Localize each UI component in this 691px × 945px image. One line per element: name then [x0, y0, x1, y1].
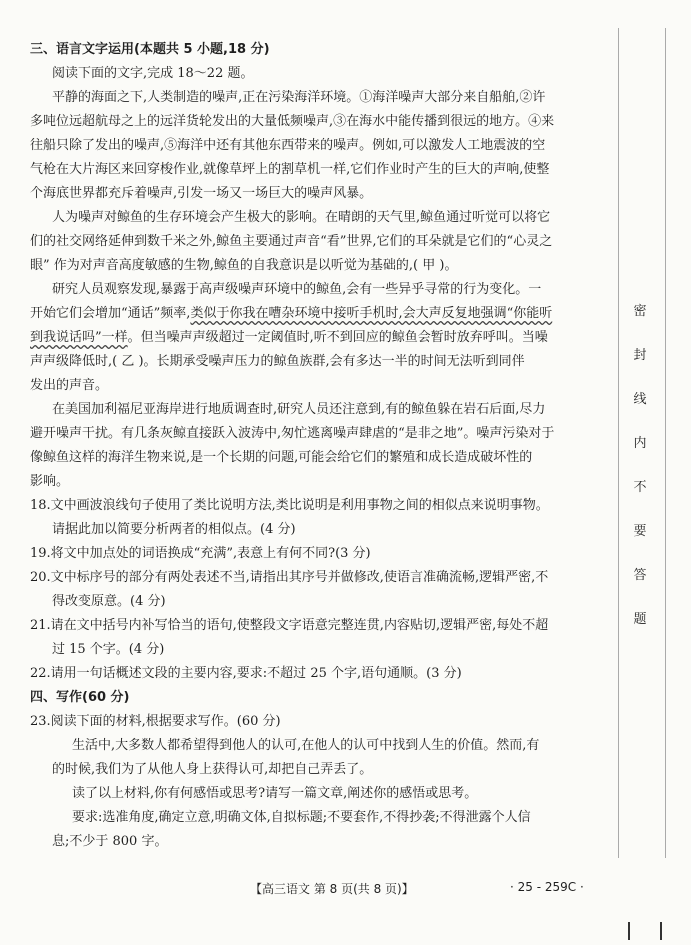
question-18-cont: 请据此加以简要分析两者的相似点。(4 分)	[52, 522, 296, 537]
passage-line: 气枪在大片海区来回穿梭作业,就像草坪上的割草机一样,它们作业时产生的巨大的声响,使整	[30, 162, 550, 177]
footer-code: · 25 - 259C ·	[510, 880, 584, 894]
binding-char: 线	[633, 392, 647, 407]
passage-line: 平静的海面之下,人类制造的噪声,正在污染海洋环境。①海洋噪声大部分来自船舶,②许	[52, 90, 546, 105]
section4-title: 四、写作(60 分)	[30, 690, 130, 705]
passage-line: 多吨位远超航母之上的远洋货轮发出的大量低频噪声,③在海水中能传播到很远的地方。④来	[30, 114, 555, 129]
passage-line: 像鲸鱼这样的海洋生物来说,是一个长期的问题,可能会给它们的繁殖和成长造成破坏性的	[30, 450, 533, 465]
question-18: 18.文中画波浪线句子使用了类比说明方法,类比说明是利用事物之间的相似点来说明事物。	[30, 498, 549, 513]
passage-line: 在美国加利福尼亚海岸进行地质调查时,研究人员还注意到,有的鲸鱼躲在岩石后面,尽力	[52, 402, 546, 417]
passage-line: 人为噪声对鲸鱼的生存环境会产生极大的影响。在晴朗的天气里,鲸鱼通过听觉可以将它	[52, 210, 551, 225]
passage-line: 影响。	[30, 474, 70, 489]
passage-line	[30, 302, 605, 326]
passage-text: 开始它们会增加“通话”频率,	[30, 306, 191, 321]
questions	[30, 494, 605, 686]
question-21: 21.请在文中括号内补写恰当的语句,使整段文字语意完整连贯,内容贴切,逻辑严密,每处不超	[30, 618, 549, 633]
question-20-cont: 得改变原意。(4 分)	[52, 594, 166, 609]
passage-line: 发出的声音。	[30, 378, 109, 393]
passage-line: 们的社交网络延伸到数千米之外,鲸鱼主要通过声音“看”世界,它们的耳朵就是它们的“心灵之	[30, 234, 553, 249]
question-21-cont: 过 15 个字。(4 分)	[52, 642, 165, 657]
requirements-line: 息;不少于 800 字。	[52, 834, 168, 849]
page-content	[30, 38, 605, 854]
passage-line	[30, 326, 605, 350]
passage-line: 眼” 作为对声音高度敏感的生物,鲸鱼的自我意识是以听觉为基础的,( 甲 )。	[30, 258, 458, 273]
binding-char: 不	[633, 480, 647, 495]
binding-char: 内	[633, 436, 647, 451]
passage-line: 避开噪声干扰。有几条灰鲸直接跃入波涛中,匆忙逃离噪声肆虐的“是非之地”。噪声污染对于	[30, 426, 555, 441]
passage-line: 个海底世界都充斥着噪声,引发一场又一场巨大的噪声风暴。	[30, 186, 373, 201]
passage-line: 声声级降低时,( 乙 )。长期承受噪声压力的鲸鱼族群,会有多达一半的时间无法听到同伴	[30, 354, 525, 369]
binding-char: 题	[633, 612, 647, 627]
material-line: 生活中,大多数人都希望得到他人的认可,在他人的认可中找到人生的价值。然而,有	[72, 738, 540, 753]
question-23: 23.阅读下面的材料,根据要求写作。(60 分)	[30, 714, 281, 729]
passage	[30, 86, 605, 494]
question-19: 19.将文中加点处的词语换成“充满”,表意上有何不同?(3 分)	[30, 546, 371, 561]
writing-prompt: 读了以上材料,你有何感悟或思考?请写一篇文章,阐述你的感悟或思考。	[72, 786, 478, 801]
binding-char: 封	[633, 348, 647, 363]
material-line: 的时候,我们为了从他人身上获得认可,却把自己弄丢了。	[52, 762, 373, 777]
question-22: 22.请用一句话概述文段的主要内容,要求:不超过 25 个字,语句通顺。(3 分)	[30, 666, 462, 681]
wavy-underlined-sentence: 类似于你我在嘈杂环境中接听手机时,会大声反复地强调“你能听	[190, 306, 553, 321]
wavy-underlined-sentence-end: 到我说话吗”一样	[30, 330, 128, 345]
question-20: 20.文中标序号的部分有两处表述不当,请指出其序号并做修改,使语言准确流畅,逻辑严密,不	[30, 570, 549, 585]
footer-page-info: 【高三语文 第 8 页(共 8 页)】	[250, 882, 414, 896]
passage-text: 。但当噪声声级超过一定阈值时,听不到回应的鲸鱼会暂时放弃呼叫。当噪	[127, 330, 548, 345]
binding-char: 要	[633, 524, 647, 539]
section3-title: 三、语言文字运用(本题共 5 小题,18 分)	[30, 42, 270, 57]
passage-line: 往船只除了发出的噪声,⑤海洋中还有其他东西带来的噪声。例如,可以激发人工地震波的空	[30, 138, 546, 153]
instruction: 阅读下面的文字,完成 18～22 题。	[52, 66, 254, 81]
binding-char: 密	[633, 304, 647, 319]
passage-line: 研究人员观察发现,暴露于高声级噪声环境中的鲸鱼,会有一些异乎寻常的行为变化。一	[52, 282, 542, 297]
corner-mark	[660, 922, 662, 940]
requirements-line: 要求:选准角度,确定立意,明确文体,自拟标题;不要套作,不得抄袭;不得泄露个人信	[72, 810, 531, 825]
binding-char: 答	[633, 568, 647, 583]
corner-mark	[628, 922, 630, 940]
binding-text	[625, 290, 655, 642]
